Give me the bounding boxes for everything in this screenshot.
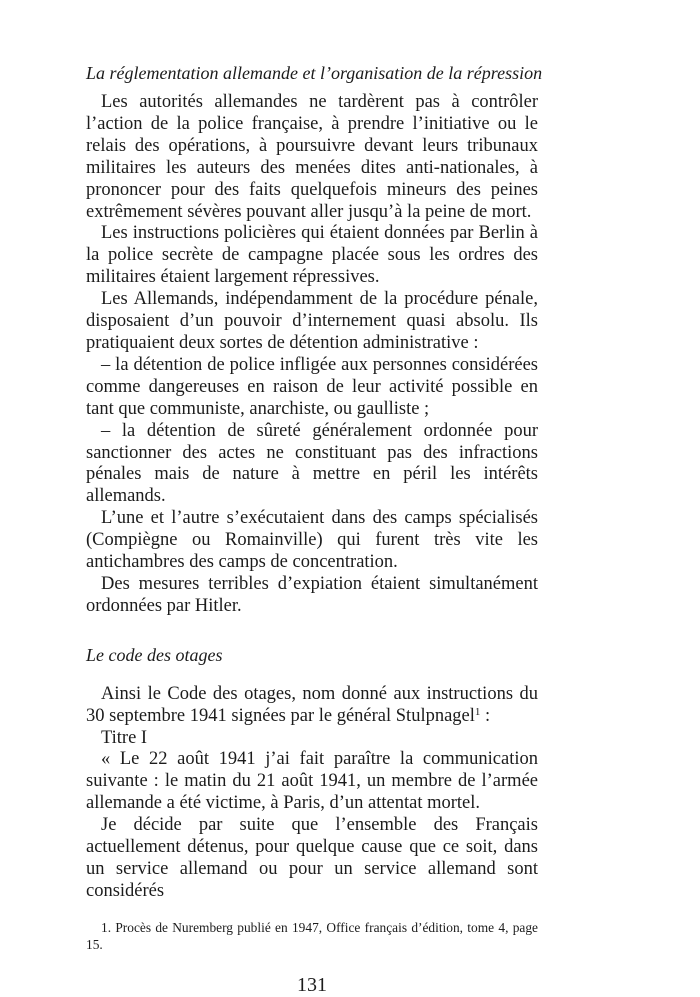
section-heading: Le code des otages: [86, 644, 223, 665]
page-body: [86, 62, 543, 997]
heading-spacer: [86, 674, 538, 684]
intro-text: Ainsi le Code des otages, nom donné aux instructions du 30 septembre 1941 signées par le général Stulpnagel: [86, 683, 538, 726]
paragraph: Les autorités allemandes ne tardèrent pas à contrôler l’action de la police française, à prendre l’initiative ou le relais des opérations, à poursuivre devant leurs tribunaux militaires les auteurs des menées dites anti-nationales, à prononcer pour des faits quelquefois mineurs des peines extrêmement sévères pouvant aller jusqu’à la peine de mort.: [86, 92, 538, 222]
paragraph: « Le 22 août 1941 j’ai fait paraître la communication suivante : le matin du 21 août 1941, un membre de l’armée allemande a été victime, à Paris, d’un attentat mortel.: [86, 749, 538, 814]
page-number: 131: [297, 973, 327, 996]
intro-colon: :: [480, 705, 491, 726]
footnote: 1. Procès de Nuremberg publié en 1947, Office français d’édition, tome 4, page 15.: [86, 919, 538, 952]
paragraph: [86, 684, 538, 728]
paragraph: Les Allemands, indépendamment de la procédure pénale, disposaient d’un pouvoir d’internement quasi absolu. Ils pratiquaient deux sortes de détention administrative :: [86, 289, 538, 353]
paragraph: L’une et l’autre s’exécutaient dans des camps spécialisés (Compiègne ou Romainville) qui furent très vite les antichambres des camps de concentration.: [86, 508, 538, 573]
footnote-marker: 1: [474, 705, 481, 718]
paragraph: Les instructions policières qui étaient données par Berlin à la police secrète de campagne placée sous les ordres des militaires étaient largement répressives.: [86, 223, 538, 288]
list-item: – la détention de police infligée aux personnes considérées comme dangereuses en raison de leur activité possible en tant que communiste, anarchiste, ou gaulliste ;: [86, 354, 538, 419]
paragraph: Je décide par suite que l’ensemble des Français actuellement détenus, pour quelque cause que ce soit, dans un service allemand ou pour un service allemand sont considérés: [86, 815, 538, 901]
running-header: La réglementation allemande et l’organisation de la répression: [86, 63, 543, 83]
section-spacer: [86, 618, 538, 644]
paragraph: Des mesures terribles d’expiation étaient simultanément ordonnées par Hitler.: [86, 573, 538, 616]
list-item: – la détention de sûreté généralement ordonnée pour sanctionner des actes ne constituant pas des infractions pénales mais de nature à mettre en péril les intérêts allemands.: [86, 420, 538, 507]
title-line: Titre I: [101, 727, 148, 748]
